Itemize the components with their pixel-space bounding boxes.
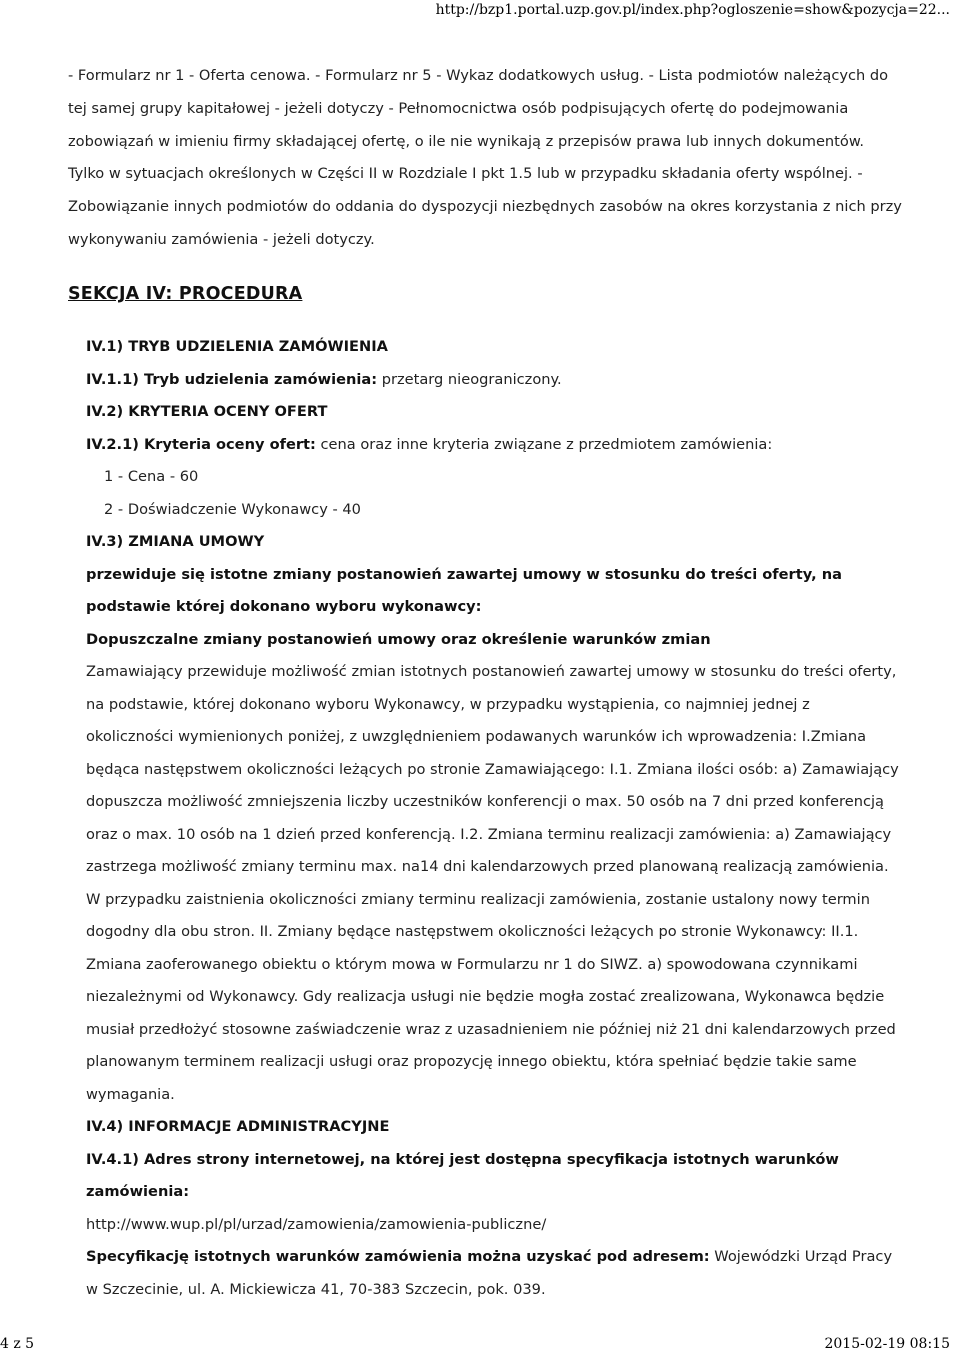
criterion-item: 1 - Cena - 60 [104, 468, 199, 485]
iv3-text: Zamawiający przewiduje możliwość zmian istotnych postanowień zawartej umowy w stosunku do treści oferty, na podstawie, której dokonano wyboru Wykonawcy, w przypadku wystąpienia, co najmniej jednej z okoliczności wymienionych poniżej, z uwzględnieniem podawanych warunków ich wprowadzenia: I.Zmiana będąca następstwem okoliczności leżących po stronie Zamawiającego: I.1. Zmiana ilości osób: a) Zamawiający dopuszcza możliwość zmniejszenia liczby uczestników konferencji o max. 50 osób na 7 dni przed konferencją oraz o max. 10 osób na 1 dzień przed konferencją. I.2. Zmiana terminu realizacji zamówienia: a) Zamawiający zastrzega możliwość zmiany terminu max. na14 dni kalendarzowych przed planowaną realizacją zamówienia. W przypadku zaistnienia okoliczności zmiany terminu realizacji zamówienia, zostanie ustalony nowy termin dogodny dla obu stron. II. Zmiany będące następstwem okoliczności leżących po stronie Wykonawcy: II.1. Zmiana zaoferowanego obiektu o którym mowa w Formularzu nr 1 do SIWZ. a) spowodowana czynnikami niezależnymi od Wykonawcy. Gdy realizacja usługi nie będzie mogła zostać zrealizowana, Wykonawca będzie musiał przedłożyć stosowne zaświadczenie wraz z uzasadnieniem nie później niż 21 dni kalendarzowych przed planowanym terminem realizacji usługi oraz propozycję innego obiektu, która spełniać będzie takie same wymagania. [86, 663, 899, 1103]
iv2-1-value: cena oraz inne kryteria związane z przedmiotem zamówienia: [315, 435, 773, 453]
iv2-heading: IV.2) KRYTERIA OCENY OFERT [86, 403, 328, 420]
iv3-question: przewiduje się istotne zmiany postanowień zawartej umowy w stosunku do treści oferty, na podstawie której dokonano wyboru wykonawcy: [86, 565, 842, 615]
criterion-item: 2 - Doświadczenie Wykonawcy - 40 [104, 500, 361, 518]
section-body [86, 331, 900, 1306]
siwz-address-value: Wojewódzki Urząd Pracy w Szczecinie, ul. A. Mickiewicza 41, 70-383 Szczecin, pok. 039. [86, 1248, 893, 1298]
siwz-address [86, 1241, 900, 1306]
iv1-1-item [86, 364, 900, 397]
iv1-heading: IV.1) TRYB UDZIELENIA ZAMÓWIENIA [86, 338, 388, 355]
documents-list-paragraph: - Formularz nr 1 - Oferta cenowa. - Formularz nr 5 - Wykaz dodatkowych usług. - Lista podmiotów należących do tej samej grupy kapitałowej - jeżeli dotyczy - Pełnomocnictwa osób podpisujących ofertę do podejmowania zobowiązań w imieniu firmy składającej ofertę, o ile nie wynikają z przepisów prawa lub innych dokumentów. Tylko w sytuacjach określonych w Części II w Rozdziale I pkt 1.5 lub w przypadku składania oferty wspólnej. - Zobowiązanie innych podmiotów do oddania do dyspozycji niezbędnych zasobów na okres korzystania z nich przy wykonywaniu zamówienia - jeżeli dotyczy. [68, 67, 902, 248]
iv3-subheading: Dopuszczalne zmiany postanowień umowy oraz określenie warunków zmian [86, 630, 711, 648]
section-title: SEKCJA IV: PROCEDURA [68, 284, 303, 304]
print-datetime: 2015-02-19 08:15 [824, 1336, 950, 1352]
iv4-1-label: IV.4.1) Adres strony internetowej, na której jest dostępna specyfikacja istotnych warunków zamówienia: [86, 1150, 839, 1200]
page-number: 4 z 5 [0, 1336, 35, 1352]
iv2-1-label: IV.2.1) Kryteria oceny ofert: [86, 435, 316, 453]
iv1-1-label: IV.1.1) Tryb udzielenia zamówienia: [86, 370, 378, 388]
iv4-heading: IV.4) INFORMACJE ADMINISTRACYJNE [86, 1118, 390, 1135]
iv2-1-item [86, 429, 900, 462]
iv3-heading: IV.3) ZMIANA UMOWY [86, 533, 265, 550]
page-url-header: http://bzp1.portal.uzp.gov.pl/index.php?ogloszenie=show&pozycja=22... [435, 2, 950, 18]
iv1-1-value: przetarg nieograniczony. [377, 370, 562, 388]
siwz-address-label: Specyfikację istotnych warunków zamówienia można uzyskać pod adresem: [86, 1248, 710, 1265]
siwz-url: http://www.wup.pl/pl/urzad/zamowienia/zamowienia-publiczne/ [86, 1215, 547, 1233]
